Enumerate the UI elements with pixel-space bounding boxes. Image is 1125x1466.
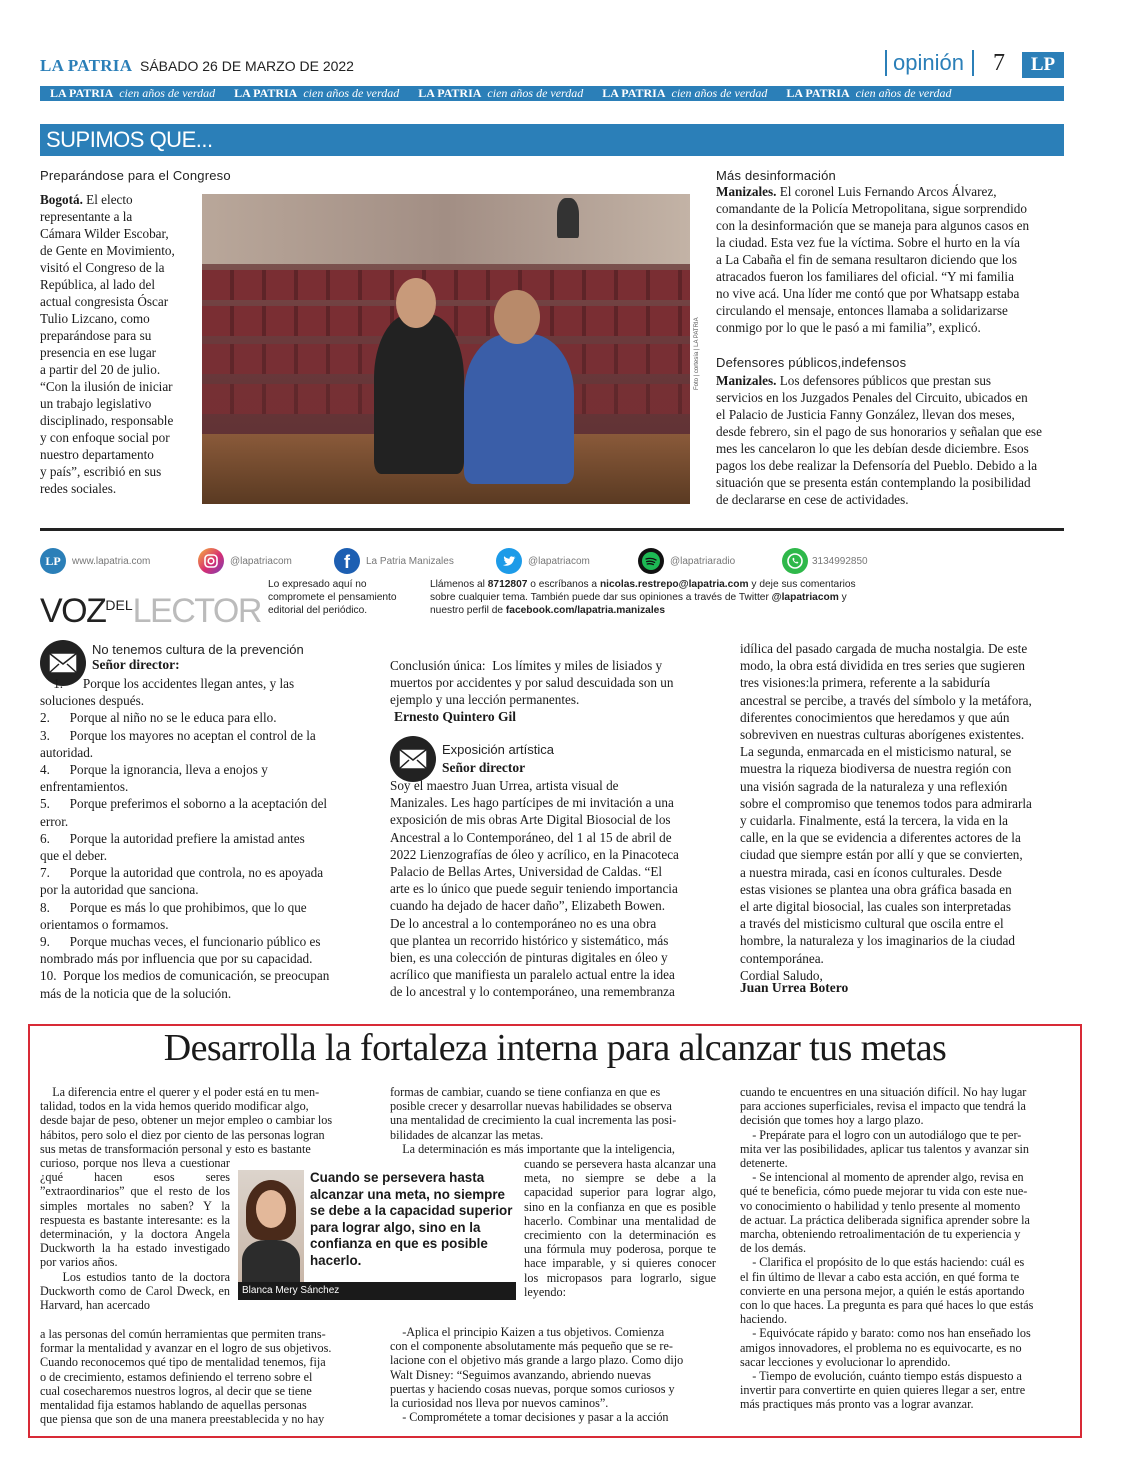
item-body xyxy=(716,183,1076,336)
text-line: Walt Disney: “Seguimos avanzando, abriendo nuevas xyxy=(390,1367,651,1382)
text-line: Cámara Wilder Escobar, xyxy=(40,226,169,241)
text-line: que el deber. xyxy=(40,848,108,864)
article-column xyxy=(390,1085,716,1156)
text-line: cuando ha dejado de hacer daño”, Elizabeth Bowen. xyxy=(390,898,665,914)
lector-word: LECTOR xyxy=(132,592,261,630)
text-line: más practiques más pronto vas a lograr avanzar. xyxy=(740,1397,974,1412)
text-line: talidad, todos en la vida hemos querido modificar algo, xyxy=(40,1099,309,1114)
contact-facebook[interactable]: facebook.com/lapatria.manizales xyxy=(505,605,665,616)
dateline: Manizales. xyxy=(716,373,777,388)
social-whatsapp[interactable] xyxy=(782,548,868,574)
text-line: de los demás. xyxy=(740,1241,807,1256)
text-line: República, al lado del xyxy=(40,277,155,292)
text-line: redes sociales. xyxy=(40,481,117,496)
text-line: disciplinado, responsable xyxy=(40,413,174,428)
text-line: no vive acá. Una líder me contó que por Whatsapp estaba xyxy=(716,286,1020,301)
supimos-banner: SUPIMOS QUE... xyxy=(40,124,1064,156)
text-line: a partir del 20 de julio. xyxy=(40,362,161,377)
social-whatsapp-label: 3134992850 xyxy=(812,555,868,567)
text-line: ancestral se percibe, a través del símbolo y la metáfora, xyxy=(740,692,1032,708)
text-line: bilidades de alcanzar las metas. xyxy=(390,1127,544,1142)
text-line: mita ver las posibilidades, aplicar tus talentos y avanzar sin xyxy=(740,1141,1030,1156)
text-line: con la desinformación que se maneja para algunos casos en xyxy=(716,218,1030,233)
text-line: y cuidarla. Finalmente, está la tercera, la vida en la xyxy=(740,813,1009,829)
text-line: enfrentamientos. xyxy=(40,779,129,795)
text-line: 2022 Lienzografías de óleo y acrílico, en la Pinacoteca xyxy=(390,846,679,862)
letter-body xyxy=(390,777,722,1001)
brand-strip xyxy=(40,86,1064,101)
text-line: lacione con el objetivo más grande a largo plazo. Como dijo xyxy=(390,1353,684,1368)
letter-salutation: Señor director xyxy=(442,760,526,775)
article-column: cuando se persevera hasta alcanzar una meta, no siempre se debe a la capacidad superior para lograr algo, sino en la confianza en que es posible hacerlo. Combinar una mentalidad de crecimiento con la determinación es una fórmula muy poderosa, porque te hace imparable, y si quieres conocer los micropasos para lograrlo, sigue leyendo: xyxy=(524,1157,716,1299)
article-column xyxy=(740,1085,1066,1412)
text-line: - Se intencional al momento de aprender algo, revisa en xyxy=(740,1170,1024,1185)
text-line: sobre el compromiso que tenemos todos para admirarla xyxy=(740,795,1032,811)
text-line: nuestro departamento xyxy=(40,447,154,462)
text-line: contemporánea. xyxy=(740,950,824,966)
author-name: Blanca Mery Sánchez xyxy=(238,1282,516,1300)
social-spotify-label: @lapatriaradio xyxy=(670,555,736,567)
letter-signature: Ernesto Quintero Gil xyxy=(394,709,517,724)
strip-tagline: cien años de verdad xyxy=(487,86,584,100)
instagram-icon xyxy=(198,548,224,574)
text-line: sus metas de transformación personal y esto es bastante xyxy=(40,1141,311,1156)
text-line: 7. Porque la autoridad que controla, no es apoyada xyxy=(40,865,324,881)
social-web[interactable] xyxy=(40,548,150,574)
author-photo xyxy=(238,1170,304,1282)
text-line: el arte digital biosocial, las cuales son interpretadas xyxy=(740,899,1011,915)
dateline: Bogotá. xyxy=(40,192,83,207)
text-line: el Palacio de Justicia Fanny González, llevan dos meses, xyxy=(716,407,1015,422)
contact-text: y deje sus comentarios sobre cualquier tema. También puede dar sus opiniones a través de Twitter xyxy=(430,579,856,603)
text-line: representante a la xyxy=(40,209,133,224)
text-line: Soy el maestro Juan Urrea, artista visual de xyxy=(390,778,619,793)
strip-brand: LA PATRIA xyxy=(50,86,114,100)
text-line: tres visiones:la primera, referente a la sabiduría xyxy=(740,675,991,691)
text-line: a las personas del común herramientas que permiten trans- xyxy=(40,1327,326,1341)
social-web-label: www.lapatria.com xyxy=(72,555,151,567)
text-line: formas de cambiar, cuando se tiene confianza en que es xyxy=(390,1085,661,1099)
letter-title: Exposición artística xyxy=(442,742,554,757)
social-spotify[interactable] xyxy=(638,548,735,574)
text-line: 3. Porque los mayores no aceptan el control de la xyxy=(40,727,316,743)
article-title: Desarrolla la fortaleza interna para alcanzar tus metas xyxy=(163,1027,947,1069)
text-line: cuando te encuentres en una situación difícil. No hay lugar xyxy=(740,1085,1027,1099)
social-facebook-label: La Patria Manizales xyxy=(366,555,454,567)
contact-text: Llámenos al xyxy=(430,579,488,590)
del-word: DEL xyxy=(105,597,133,613)
text-line: idílica del pasado cargada de mucha nostalgia. De este xyxy=(740,641,1028,656)
issue-date: SÁBADO 26 DE MARZO DE 2022 xyxy=(140,58,354,74)
text-line: convierte en una persona mejor, a quién le estás aportando xyxy=(740,1283,1025,1298)
social-instagram[interactable] xyxy=(198,548,292,574)
pull-quote-box xyxy=(238,1170,516,1300)
text-line: Manizales. Los defensores públicos que prestan sus xyxy=(716,373,992,388)
envelope-icon xyxy=(390,736,436,782)
text-line: y con enfoque social por xyxy=(40,430,170,445)
text-line: haciendo. xyxy=(740,1312,788,1327)
letter-salutation: Señor director: xyxy=(92,657,180,672)
text-line: el fin último de llevar a cabo esta acción, en qué forma te xyxy=(740,1269,1020,1284)
section-name: opinión xyxy=(885,50,974,76)
text-line: orientamos o formamos. xyxy=(40,916,169,932)
text-line: muestra la riqueza biodiversa de nuestra región con xyxy=(740,761,1012,777)
text-line: y país”, escribió en sus xyxy=(40,464,162,479)
contact-twitter[interactable]: @lapatriacom xyxy=(771,592,839,603)
item-body xyxy=(40,191,200,497)
strip-brand: LA PATRIA xyxy=(418,86,482,100)
text-line: conmigo por lo que le pasó a mi familia”, explicó. xyxy=(716,320,981,335)
text-line: De lo ancestral a lo contemporáneo no es una obra xyxy=(390,915,657,931)
text-line: - Equivócate rápido y barato: como nos han enseñado los xyxy=(740,1326,1031,1341)
contact-text: y nuestro perfil de xyxy=(430,592,847,616)
text-line: o de crecimiento, estamos definiendo el terreno sobre el xyxy=(40,1369,313,1384)
pull-quote: Cuando se persevera hasta alcanzar una meta, no siempre se debe a la capacidad superior para lograr algo, sino en la confianza en que es posible hacerlo. xyxy=(310,1170,513,1268)
contact-text: o escríbanos a xyxy=(527,579,600,590)
strip-tagline: cien años de verdad xyxy=(671,86,768,100)
text-line: Bogotá. El electo xyxy=(40,192,133,207)
text-line: que piensa que son de una manera preestablecida y no hay xyxy=(40,1412,325,1427)
text-line: Cuando reconocemos qué tipo de mentalidad tenemos, fija xyxy=(40,1355,326,1370)
text-line: hábitos, pero solo el diez por ciento de las personas logran xyxy=(40,1127,325,1142)
section-divider xyxy=(40,528,1064,531)
facebook-icon: f xyxy=(334,548,360,574)
text-line: formar la mentalidad y avanzar en el logro de sus objetivos. xyxy=(40,1341,332,1356)
article-column xyxy=(390,1325,716,1424)
text-line: 9. Porque muchas veces, el funcionario público es xyxy=(40,934,321,950)
text-line: circulando el mensaje, entonces llamaba a solidarizarse xyxy=(716,303,1008,318)
text-line: exposición de mis obras Arte Digital Biosocial de los xyxy=(390,812,671,828)
text-line: presencia en ese lugar xyxy=(40,345,157,360)
text-line: sacar lecciones y evolucionar lo aprendido. xyxy=(740,1354,951,1369)
text-line: calle, en la que se evidencia a diferentes actores de la xyxy=(740,830,1021,846)
text-line: Manizales. Les hago partícipes de mi invitación a una xyxy=(390,795,674,811)
text-line: ejemplo y una lección permanentes. xyxy=(390,692,580,708)
text-line: 10. Porque los medios de comunicación, se preocupan xyxy=(40,968,330,984)
letter-conclusion xyxy=(390,657,720,709)
text-line: 5. Porque preferimos el soborno a la aceptación del xyxy=(40,796,328,812)
text-line: “Con la ilusión de iniciar xyxy=(40,379,173,394)
photo-credit: Foto | cortesía | LA PATRIA xyxy=(694,317,700,390)
item-heading: Preparándose para el Congreso xyxy=(40,168,231,183)
text-line: más de la noticia que de la solución. xyxy=(40,985,232,1001)
strip-brand: LA PATRIA xyxy=(786,86,850,100)
text-line: con el componente absolutamente más pequeño que se re- xyxy=(390,1339,673,1354)
dateline: Manizales. xyxy=(716,184,777,199)
social-twitter[interactable] xyxy=(496,548,590,574)
text-line: una mentalidad de crecimiento la cual incrementa las posi- xyxy=(390,1113,677,1128)
strip-tagline: cien años de verdad xyxy=(119,86,216,100)
text-line: comandante de la Policía Metropolitana, sigue sorprendido xyxy=(716,201,1027,216)
text-line: mes les cancelaron lo que les debían desde diciembre. Esos xyxy=(716,441,1029,456)
text-line: con lo que haces. La pregunta es para qué haces lo que estás xyxy=(740,1298,1034,1313)
text-line: qué te beneficia, cómo puede mejorar tu vida con este nue- xyxy=(740,1184,1028,1199)
whatsapp-icon xyxy=(782,548,808,574)
text-line: La determinación es más importante que la inteligencia, xyxy=(390,1141,675,1156)
text-line: acrílico que manifiesta un paralelo actual entre la idea xyxy=(390,967,675,983)
text-line: decisión que tomes hoy a largo plazo. xyxy=(740,1113,924,1128)
voz-word: VOZ xyxy=(40,592,106,630)
text-line: de Gente en Movimiento, xyxy=(40,243,175,258)
text-line: arte es lo único que puede seguir teniendo importancia xyxy=(390,881,678,897)
item-heading: Más desinformación xyxy=(716,168,836,183)
item-heading: Defensores públicos,indefensos xyxy=(716,355,907,370)
text-line: por la autoridad que sanciona. xyxy=(40,882,199,898)
text-line: vo conocimiento o habilidad y tenlo presente al momento xyxy=(740,1198,1021,1213)
article-column xyxy=(40,1327,366,1426)
text-line: 1. Porque los accidentes llegan antes, y las xyxy=(40,676,295,691)
text-line: Cordial Saludo, xyxy=(740,967,823,983)
text-line: una visión sagrada de la naturaleza y una reflexión xyxy=(740,778,1008,794)
text-line: de lo ancestral y lo contemporáneo, una remembranza xyxy=(390,984,675,1000)
spotify-icon xyxy=(638,548,664,574)
text-line: hombre, la naturaleza y los imaginarios de la ciudad xyxy=(740,933,1016,949)
letter-body xyxy=(40,675,370,1002)
text-line: Conclusión única: Los límites y miles de lisiados y xyxy=(390,658,663,673)
page-number: 7 xyxy=(993,50,1005,76)
strip-brand: LA PATRIA xyxy=(602,86,666,100)
text-line: - Prepárate para el logro con un autodiálogo que te per- xyxy=(740,1127,1022,1142)
text-line: muertos por accidentes y por salud descuidada son un xyxy=(390,675,674,691)
text-line: mentalidad fija estamos hablando de aquellas personas xyxy=(40,1398,307,1413)
text-line: a nuestra mirada, casi en íconos culturales. Desde xyxy=(740,864,1002,880)
text-line: Los estudios tanto de la doctora Duckworth como de Carol Dweck, en Harvard, han acercado xyxy=(40,1269,234,1313)
lp-icon: LP xyxy=(40,548,66,574)
text-line: desde bajar de peso, obtener un mejor empleo o cambiar los xyxy=(40,1113,333,1128)
strip-tagline: cien años de verdad xyxy=(855,86,952,100)
text-line: Tulio Lizcano, como xyxy=(40,311,150,326)
text-line: pagos los debe realizar la Defensoría del Pueblo. Debido a la xyxy=(716,458,1038,473)
text-line: La segunda, enmarcada en el misticismo natural, se xyxy=(740,744,1012,760)
text-line: la curiosidad nos lleva por nuevos caminos”. xyxy=(390,1396,609,1411)
text-line: 8. Porque es más lo que prohibimos, que lo que xyxy=(40,899,307,915)
contact-phone[interactable]: 8712807 xyxy=(487,579,528,590)
text-line: Palacio de Bellas Artes, Universidad de Caldas. “El xyxy=(390,864,663,880)
editorial-disclaimer: Lo expresado aquí no compromete el pensamiento editorial del periódico. xyxy=(268,579,397,616)
text-line: - Comprométete a tomar decisiones y pasar a la acción xyxy=(390,1410,669,1425)
text-line: visitó el Congreso de la xyxy=(40,260,165,275)
text-line: 6. Porque la autoridad prefiere la amistad antes xyxy=(40,830,305,846)
text-line: modo, la obra está dividida en tres series que sugieren xyxy=(740,658,1025,674)
text-line: -Aplica el principio Kaizen a tus objetivos. Comienza xyxy=(390,1325,665,1339)
text-line: actual congresista Óscar xyxy=(40,294,169,309)
text-line: sobreviven en nuestras culturas aborígenes existentes. xyxy=(740,727,1025,743)
text-line: curioso, porque nos lleva a cuestionar ¿qué hacen esos seres ”extraordinarios” que el resto de los simples mortales no saben? Y la respuesta es bastante interesante: es la determinación, y la doctora Angela Duckworth la ha estado investigado por varios años. xyxy=(40,1156,234,1270)
text-line: invertir para convertirte en quien quieres llegar a ser, entre xyxy=(740,1383,1026,1398)
text-line: situación que se presenta están contemplando la posibilidad xyxy=(716,475,1031,490)
social-facebook[interactable] xyxy=(334,548,454,574)
text-line: 2. Porque al niño no se le educa para ello. xyxy=(40,710,277,726)
text-line: atracados fueron los familiares del oficial. “Y mi familia xyxy=(716,269,1014,284)
lp-logo-badge: LP xyxy=(1022,52,1064,78)
text-line: un trabajo legislativo xyxy=(40,396,152,411)
text-line: La diferencia entre el querer y el poder está en tu men- xyxy=(40,1085,320,1099)
text-line: estas visiones se plantea una obra gráfica basada en xyxy=(740,881,1012,897)
text-line: de declararse en cese de actividades. xyxy=(716,492,909,507)
social-twitter-label: @lapatriacom xyxy=(528,555,590,567)
text-line: a través del misticismo cultural que oscila entre el xyxy=(740,916,1004,932)
text-line: 4. Porque la ignorancia, lleva a enojos y xyxy=(40,762,268,778)
text-line: que plantea un recorrido histórico y sistemático, más xyxy=(390,932,669,948)
text-line: nombrado más por influencia que por su capacidad. xyxy=(40,951,313,967)
text-line: cual cosecharemos nuestros logros, al decir que se tiene xyxy=(40,1383,312,1398)
item-body xyxy=(716,372,1076,508)
text-line: error. xyxy=(40,813,69,829)
text-line: posible crecer y desarrollar nuevas habilidades se observa xyxy=(390,1099,672,1114)
letter-body-continued xyxy=(740,640,1070,984)
text-line: Ancestral a lo Contemporáneo, del 1 al 15 de abril de xyxy=(390,829,672,845)
contact-email[interactable]: nicolas.restrepo@lapatria.com xyxy=(599,579,749,590)
text-line: marcha, obteniendo retroalimentación de tu experiencia y xyxy=(740,1227,1021,1242)
text-line: - Tiempo de evolución, cuánto tiempo estás dispuesto a xyxy=(740,1369,1022,1384)
voz-del-lector-title xyxy=(40,586,261,630)
text-line: puertas y haciendo cosas nuevas, porque somos curiosos y xyxy=(390,1381,675,1396)
text-line: amigos innovadores, el problema no es equivocarte, es no xyxy=(740,1340,1022,1355)
contact-info xyxy=(430,578,870,617)
congress-photo xyxy=(202,194,690,504)
masthead-logo: LA PATRIA xyxy=(40,56,133,75)
text-line: para acciones superficiales, revisa el impacto que tendrá la xyxy=(740,1099,1026,1114)
text-line: a La Cabaña el fin de semana resultaron diciendo que los xyxy=(716,252,1018,267)
text-line: diferentes conocimientos que heredamos y que aún xyxy=(740,709,1010,725)
text-line: - Clarifica el propósito de lo que estás haciendo: cuál es xyxy=(740,1255,1025,1270)
text-line: ciudad que siempre están por allí y que se convierten, xyxy=(740,847,1023,863)
twitter-icon xyxy=(496,548,522,574)
text-line: soluciones después. xyxy=(40,693,145,709)
strip-brand: LA PATRIA xyxy=(234,86,298,100)
text-line: preparándose para su xyxy=(40,328,152,343)
text-line: detenerte. xyxy=(740,1156,788,1171)
letter-signature: Juan Urrea Botero xyxy=(740,980,849,995)
text-line: desde febrero, sin el pago de sus honorarios y señalan que ese xyxy=(716,424,1042,439)
text-line: autoridad. xyxy=(40,744,94,760)
letter-title: No tenemos cultura de la prevención xyxy=(92,642,304,657)
text-line: de actuar. La práctica deliberada significa aprender sobre la xyxy=(740,1212,1030,1227)
text-line: bien, es una colección de pinturas digitales en óleo y xyxy=(390,950,668,966)
text-line: Manizales. El coronel Luis Fernando Arcos Álvarez, xyxy=(716,184,997,199)
strip-tagline: cien años de verdad xyxy=(303,86,400,100)
text-line: la ciudad. Esta vez fue la víctima. Sobre el hurto en la vía xyxy=(716,235,1020,250)
text-line: servicios en los Juzgados Penales del Circuito, ubicados en xyxy=(716,390,1028,405)
social-instagram-label: @lapatriacom xyxy=(230,555,292,567)
